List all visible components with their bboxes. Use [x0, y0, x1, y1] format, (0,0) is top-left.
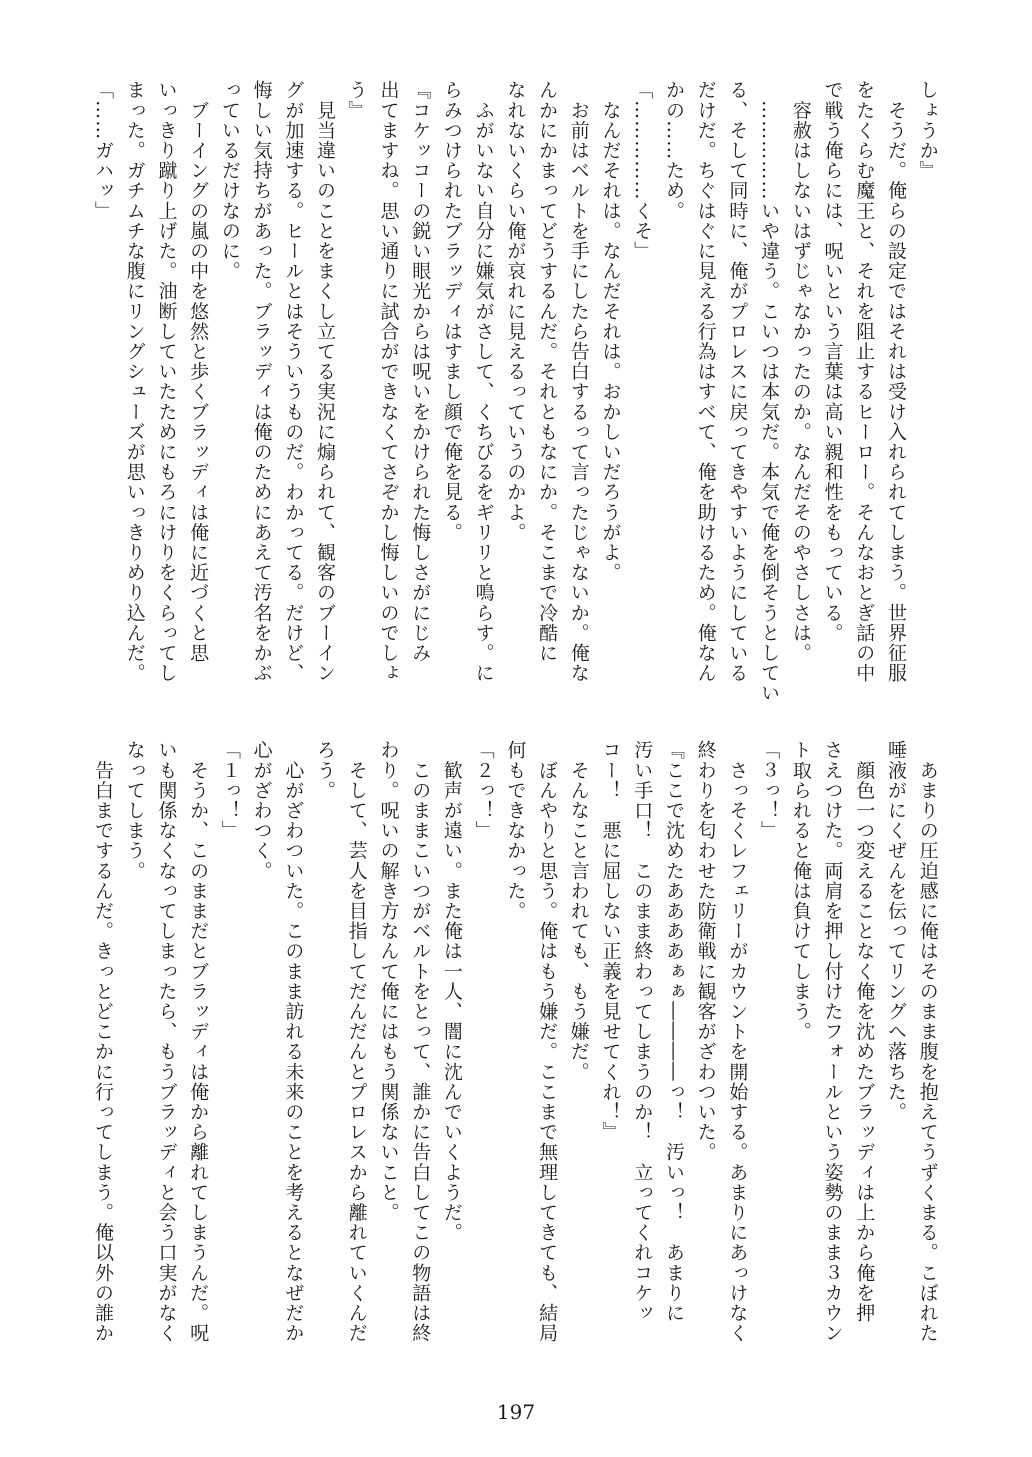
text-line: ト取られると俺は負けてしまう。: [789, 740, 812, 1042]
text-line: あまりの圧迫感に俺はそのまま腹を抱えてうずくまる。こぼれた: [916, 740, 939, 1343]
text-line: 何もできなかった。: [504, 740, 527, 921]
upper-text-column: [90, 80, 940, 710]
text-line: 悔しい気持ちがあった。ブラッディは俺のためにあえて汚名をかぶ: [250, 80, 273, 683]
text-line: お前はベルトを手にしたら告白するって言ったじゃないか。俺な: [567, 80, 590, 683]
text-line: 「２っ！」: [472, 740, 495, 841]
text-line: 『コケッコーの鋭い眼光からは呪いをかけられた悔しさがにじみ: [409, 80, 432, 663]
text-line: 「……………くそ」: [631, 80, 654, 261]
text-line: ふがいない自分に嫌気がさして、くちびるをギリリと鳴らす。に: [472, 80, 495, 683]
text-line: いっきり蹴り上げた。油断していたためにもろにけりをくらってし: [155, 80, 178, 683]
text-line: ブーイングの嵐の中を悠然と歩くブラッディは俺に近づくと思: [187, 80, 210, 663]
text-line: だけだ。ちぐはぐに見える行為はすべて、俺を助けるため。俺なん: [694, 80, 717, 683]
text-line: る、そして同時に、俺がプロレスに戻ってきやすいようにしている: [726, 80, 749, 683]
text-line: さえつけた。両肩を押し付けたフォールという姿勢のまま３カウン: [821, 740, 844, 1343]
text-line: 「１っ！」: [218, 740, 241, 841]
text-line: 歓声が遠い。また俺は一人、闇に沈んでいくようだ。: [440, 740, 463, 1243]
text-line: グが加速する。ヒールとはそういうものだ。わかってる。だけど、: [282, 80, 305, 683]
text-line: んかにかまってどうするんだ。それともなにか。そこまで冷酷に: [536, 80, 559, 663]
text-line: 心がざわついた。このまま訪れる未来のことを考えるとなぜだか: [282, 740, 305, 1343]
text-line: わり。呪いの解き方なんて俺にはもう関係ないこと。: [377, 740, 400, 1223]
text-line: ぼんやりと思う。俺はもう嫌だ。ここまで無理してきても、結局: [536, 740, 559, 1343]
text-line: をたくらむ魔王と、それを阻止するヒーロー。そんなおとぎ話の中: [853, 80, 876, 683]
text-line: 終わりを匂わせた防衛戦に観客がざわついた。: [694, 740, 717, 1163]
text-line: なってしまう。: [123, 740, 146, 881]
text-line: らみつけられたブラッディはすまし顔で俺を見る。: [440, 80, 463, 543]
text-line: 汚い手口！ このまま終わってしまうのか！ 立ってくれコケッ: [631, 740, 654, 1323]
text-line: で戦う俺らには、呪いという言葉は高い親和性をもっている。: [821, 80, 844, 643]
text-line: いも関係なくなってしまったら、もうブラッディと会う口実がなく: [155, 740, 178, 1343]
text-line: 容赦はしないはずじゃなかったのか。なんだそのやさしさは。: [789, 80, 812, 663]
text-line: まった。ガチムチな腹にリングシューズが思いっきりめり込んだ。: [123, 80, 146, 683]
text-line: 唾液がにくぜんを伝ってリングへ落ちた。: [884, 740, 907, 1122]
text-line: しょうか』: [916, 80, 939, 181]
text-line: かの……ため。: [662, 80, 685, 221]
text-line: ……………いや違う。こいつは本気だ。本気で俺を倒そうとしてい: [758, 80, 781, 704]
text-line: ろう。: [314, 740, 337, 801]
text-line: さっそくレフェリーがカウントを開始する。あまりにあっけなく: [726, 740, 749, 1343]
text-line: 見当違いのことをまくし立てる実況に煽られて、観客のブーイン: [314, 80, 337, 683]
text-line: っているだけなのに。: [218, 80, 241, 281]
text-line: そして、芸人を目指してだんだんとプロレスから離れていくんだ: [345, 740, 368, 1343]
text-line: 顔色一つ変えることなく俺を沈めたブラッディは上から俺を押: [853, 740, 876, 1323]
text-line: そうか、このままだとブラッディは俺から離れてしまうんだ。呪: [187, 740, 210, 1343]
lower-text-column: [90, 740, 940, 1372]
text-line: 出てますね。思い通りに試合ができなくてさぞかし悔しいのでしょ: [377, 80, 400, 683]
text-line: う』: [345, 80, 368, 121]
text-line: なれないくらい俺が哀れに見えるっていうのかよ。: [504, 80, 527, 543]
text-line: 『ここで沈めたああああぁぁ――――っ！ 汚いっ！ あまりに: [662, 740, 685, 1323]
text-line: なんだそれは。なんだそれは。おかしいだろうがよ。: [599, 80, 622, 583]
text-line: このままこいつがベルトをとって、誰かに告白してこの物語は終: [409, 740, 432, 1343]
text-line: 「３っ！」: [758, 740, 781, 841]
text-line: コー！ 悪に屈しない正義を見せてくれ！』: [599, 740, 622, 1142]
page-number: 197: [496, 1400, 536, 1424]
text-line: 告白までするんだ。きっとどこかに行ってしまう。俺以外の誰か: [92, 740, 114, 1343]
text-line: そうだ。俺らの設定ではそれは受け入れられてしまう。世界征服: [884, 80, 907, 683]
text-line: 心がざわつく。: [250, 740, 273, 881]
text-line: 「……ガハッ」: [92, 80, 114, 221]
text-line: そんなこと言われても、もう嫌だ。: [567, 740, 590, 1082]
